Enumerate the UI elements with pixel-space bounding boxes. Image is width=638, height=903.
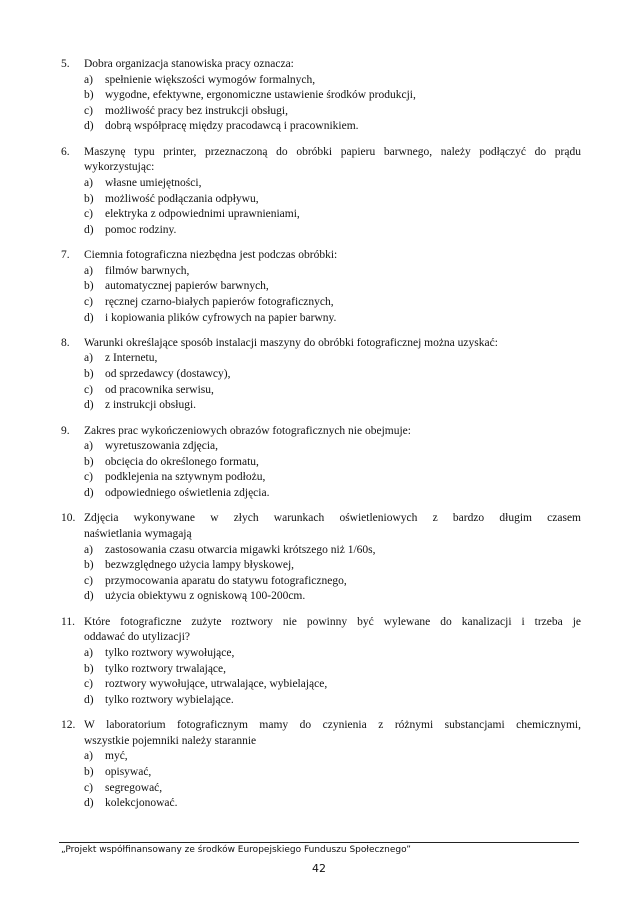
- option-text: kolekcjonować.: [105, 797, 178, 810]
- question-text: Zakres prac wykończeniowych obrazów fotograficznych nie obejmuje:: [84, 424, 411, 437]
- question-list: [61, 57, 581, 822]
- answer-option-c: [61, 677, 581, 693]
- option-letter: d): [84, 590, 94, 603]
- option-text: możliwość pracy bez instrukcji obsługi,: [105, 104, 289, 117]
- option-letter: a): [84, 750, 93, 763]
- option-letter: b): [84, 89, 94, 102]
- answer-option-b: [61, 765, 581, 781]
- question-10: [61, 511, 581, 605]
- answer-option-d: [61, 796, 581, 812]
- page-number: 42: [312, 862, 326, 875]
- option-letter: c): [84, 678, 93, 691]
- option-letter: c): [84, 104, 93, 117]
- option-letter: b): [84, 662, 94, 675]
- answer-option-a: [61, 543, 581, 559]
- answer-option-a: [61, 176, 581, 192]
- question-text: Warunki określające sposób instalacji maszyny do obróbki fotograficznej można uzyskać:: [84, 336, 498, 349]
- option-text: tylko roztwory wywołujące,: [105, 646, 235, 659]
- question-6: [61, 145, 581, 239]
- question-number: 10.: [61, 512, 76, 525]
- answer-option-d: [61, 119, 581, 135]
- option-text: ręcznej czarno-białych papierów fotograficznych,: [105, 295, 334, 308]
- question-text: Ciemnia fotograficzna niezbędna jest podczas obróbki:: [84, 249, 338, 262]
- footer-divider: [59, 842, 579, 843]
- option-text: bezwzględnego użycia lampy błyskowej,: [105, 559, 295, 572]
- option-text: użycia obiektywu z ogniskową 100-200cm.: [105, 590, 306, 603]
- option-letter: b): [84, 765, 94, 778]
- question-text-line-2: naświetlania wymagają: [84, 528, 192, 541]
- answer-option-a: [61, 749, 581, 765]
- option-text: opisywać,: [105, 765, 152, 778]
- option-letter: a): [84, 176, 93, 189]
- question-text-line-2: oddawać do utylizacji?: [84, 631, 191, 644]
- answer-option-b: [61, 279, 581, 295]
- question-text-line-1: W laboratorium fotograficznym mamy do czynienia z różnymi substancjami chemicznymi,: [84, 719, 581, 732]
- option-text: dobrą współpracę między pracodawcą i pracownikiem.: [105, 120, 359, 133]
- answer-option-a: [61, 264, 581, 280]
- option-text: wyretuszowania zdjęcia,: [105, 440, 219, 453]
- option-letter: c): [84, 383, 93, 396]
- option-text: elektryka z odpowiednimi uprawnieniami,: [105, 208, 300, 221]
- answer-option-b: [61, 367, 581, 383]
- question-text: Dobra organizacja stanowiska pracy oznacza:: [84, 58, 294, 70]
- option-text: z instrukcji obsługi.: [105, 399, 197, 412]
- answer-option-b: [61, 88, 581, 104]
- option-text: roztwory wywołujące, utrwalające, wybielające,: [105, 678, 328, 691]
- answer-option-d: [61, 398, 581, 414]
- option-letter: b): [84, 559, 94, 572]
- answer-option-b: [61, 558, 581, 574]
- answer-option-b: [61, 662, 581, 678]
- question-7: [61, 248, 581, 326]
- option-text: myć,: [105, 750, 128, 763]
- question-12: [61, 718, 581, 812]
- option-letter: c): [84, 295, 93, 308]
- answer-option-b: [61, 192, 581, 208]
- option-text: podklejenia na sztywnym podłożu,: [105, 471, 266, 484]
- option-text: odpowiedniego oświetlenia zdjęcia.: [105, 487, 270, 500]
- option-letter: c): [84, 781, 93, 794]
- option-letter: a): [84, 352, 93, 365]
- answer-option-a: [61, 351, 581, 367]
- option-letter: d): [84, 311, 94, 324]
- option-text: zastosowania czasu otwarcia migawki krótszego niż 1/60s,: [105, 543, 376, 556]
- answer-option-a: [61, 73, 581, 89]
- question-number: 5.: [61, 58, 70, 70]
- option-letter: d): [84, 120, 94, 133]
- question-11: [61, 615, 581, 709]
- option-letter: d): [84, 223, 94, 236]
- question-9: [61, 424, 581, 502]
- question-text-line-1: Zdjęcia wykonywane w złych warunkach oświetleniowych z bardzo długim czasem: [84, 512, 581, 525]
- question-number: 11.: [61, 615, 75, 628]
- answer-option-d: [61, 486, 581, 502]
- option-text: wygodne, efektywne, ergonomiczne ustawienie środków produkcji,: [105, 89, 416, 102]
- question-text-line-2: wykorzystując:: [84, 161, 155, 174]
- option-text: spełnienie większości wymogów formalnych,: [105, 73, 316, 86]
- option-letter: d): [84, 693, 94, 706]
- answer-option-d: [61, 589, 581, 605]
- option-letter: a): [84, 440, 93, 453]
- option-text: i kopiowania plików cyfrowych na papier barwny.: [105, 311, 337, 324]
- question-number: 12.: [61, 719, 76, 732]
- answer-option-c: [61, 470, 581, 486]
- option-text: segregować,: [105, 781, 163, 794]
- answer-option-c: [61, 207, 581, 223]
- option-letter: c): [84, 471, 93, 484]
- option-letter: b): [84, 455, 94, 468]
- option-letter: d): [84, 797, 94, 810]
- option-text: filmów barwnych,: [105, 264, 190, 277]
- question-number: 7.: [61, 249, 70, 262]
- option-letter: b): [84, 368, 94, 381]
- question-number: 8.: [61, 336, 70, 349]
- answer-option-a: [61, 646, 581, 662]
- option-text: obcięcia do określonego formatu,: [105, 455, 259, 468]
- answer-option-d: [61, 223, 581, 239]
- answer-option-c: [61, 104, 581, 120]
- answer-option-d: [61, 311, 581, 327]
- option-text: od sprzedawcy (dostawcy),: [105, 368, 231, 381]
- option-letter: b): [84, 280, 94, 293]
- option-text: możliwość podłączania odpływu,: [105, 192, 259, 205]
- option-letter: b): [84, 192, 94, 205]
- answer-option-c: [61, 781, 581, 797]
- option-letter: a): [84, 646, 93, 659]
- question-number: 9.: [61, 424, 70, 437]
- option-text: pomoc rodziny.: [105, 223, 177, 236]
- option-letter: c): [84, 574, 93, 587]
- option-text: od pracownika serwisu,: [105, 383, 214, 396]
- answer-option-d: [61, 693, 581, 709]
- question-text-line-1: Które fotograficzne zużyte roztwory nie powinny być wylewane do kanalizacji i trzeba je: [84, 615, 581, 628]
- question-number: 6.: [61, 145, 70, 158]
- option-letter: d): [84, 399, 94, 412]
- answer-option-c: [61, 383, 581, 399]
- question-8: [61, 336, 581, 414]
- option-letter: d): [84, 487, 94, 500]
- option-text: tylko roztwory wybielające.: [105, 693, 234, 706]
- option-letter: c): [84, 208, 93, 221]
- option-text: z Internetu,: [105, 352, 158, 365]
- answer-option-a: [61, 439, 581, 455]
- question-text-line-2: wszystkie pojemniki należy starannie: [84, 734, 257, 747]
- option-text: tylko roztwory trwalające,: [105, 662, 227, 675]
- option-text: przymocowania aparatu do statywu fotograficznego,: [105, 574, 347, 587]
- answer-option-c: [61, 295, 581, 311]
- answer-option-b: [61, 455, 581, 471]
- footer-funding-note: „Projekt współfinansowany ze środków Europejskiego Funduszu Społecznego”: [61, 845, 411, 855]
- option-letter: a): [84, 543, 93, 556]
- option-text: własne umiejętności,: [105, 176, 202, 189]
- question-5: [61, 57, 581, 135]
- option-letter: a): [84, 264, 93, 277]
- answer-option-c: [61, 574, 581, 590]
- option-text: automatycznej papierów barwnych,: [105, 280, 269, 293]
- option-letter: a): [84, 73, 93, 86]
- question-text-line-1: Maszynę typu printer, przeznaczoną do obróbki papieru barwnego, należy podłączyć do prądu: [84, 145, 581, 158]
